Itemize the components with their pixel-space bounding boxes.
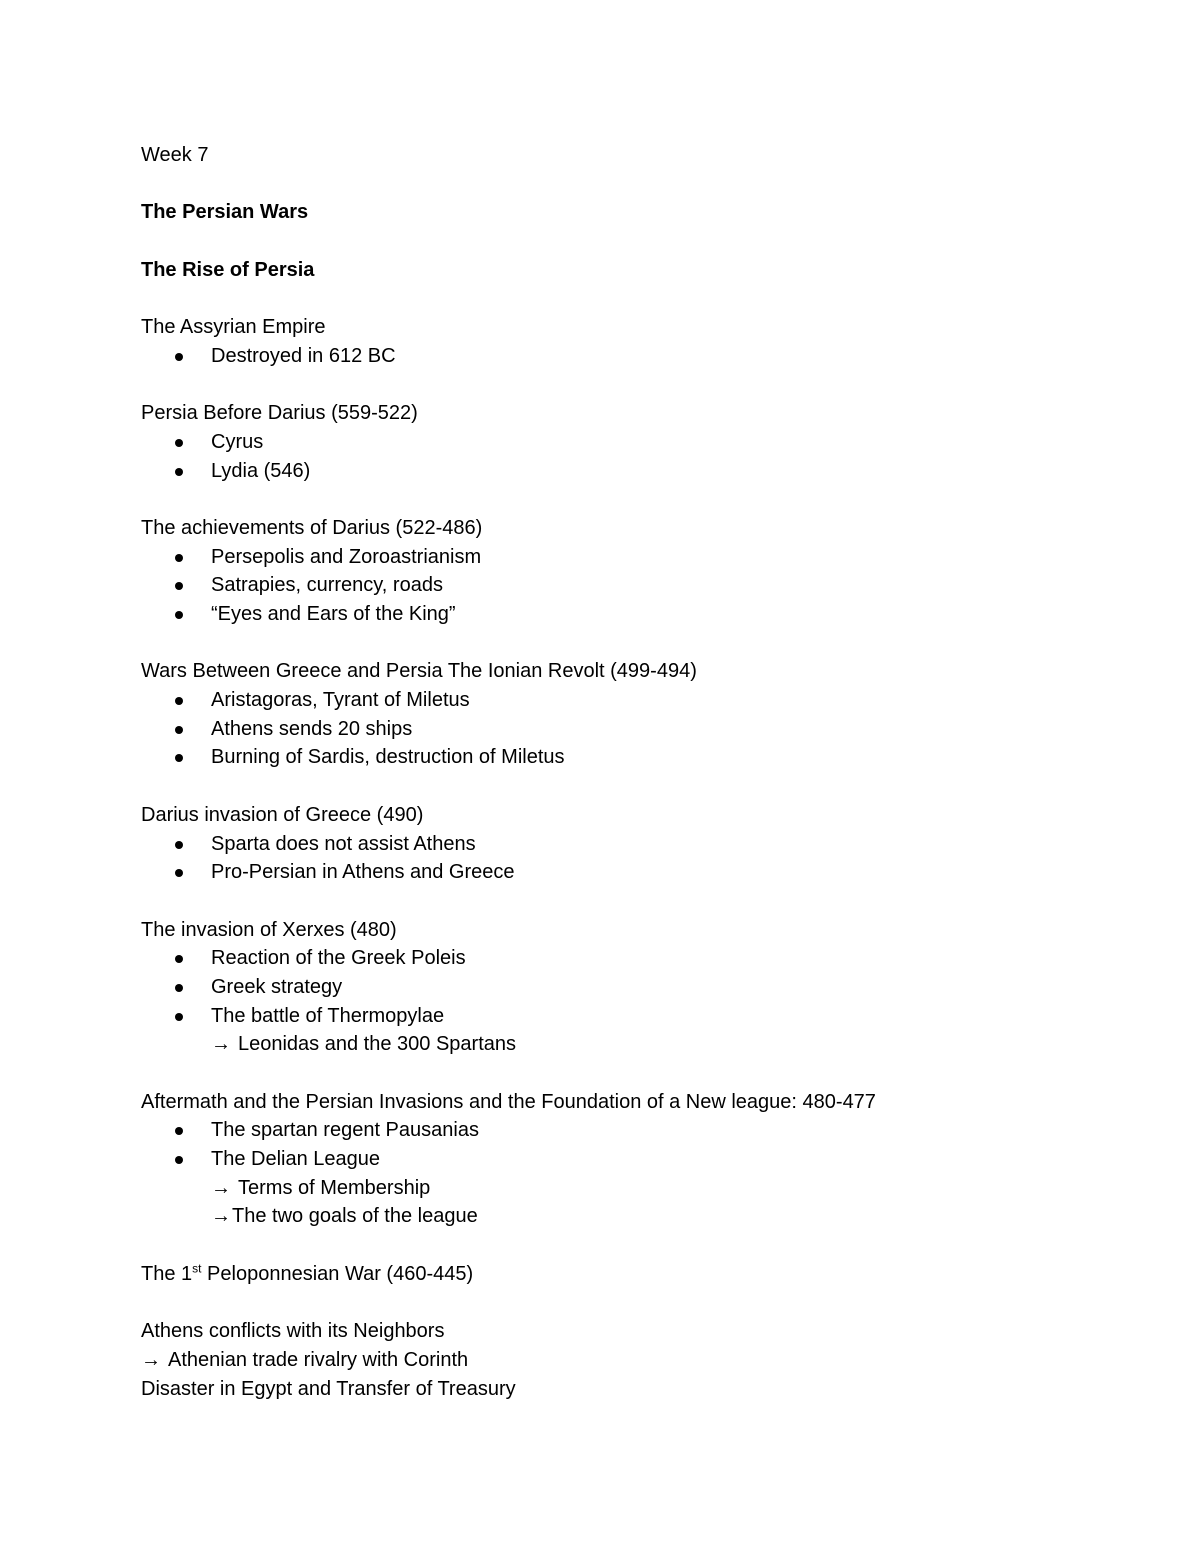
arrow-right-icon: → xyxy=(211,1033,231,1056)
bullet-icon xyxy=(175,754,183,762)
section-heading: Persia Before Darius (559-522) xyxy=(141,402,418,425)
document-content xyxy=(141,141,1101,1403)
bullet-item: Pro-Persian in Athens and Greece xyxy=(141,858,1101,887)
section-heading: The Assyrian Empire xyxy=(141,316,326,339)
section-heading: The invasion of Xerxes (480) xyxy=(141,918,397,941)
plain-line: Disaster in Egypt and Transfer of Treasury xyxy=(141,1377,516,1400)
bullet-item: Persepolis and Zoroastrianism xyxy=(141,543,1101,572)
bullet-icon xyxy=(175,1156,183,1164)
bullet-icon xyxy=(175,984,183,992)
bullet-item: Lydia (546) xyxy=(141,457,1101,486)
arrow-item: → Terms of Membership xyxy=(141,1174,1101,1203)
bullet-icon xyxy=(175,582,183,590)
bullet-icon xyxy=(175,697,183,705)
section-heading: Aftermath and the Persian Invasions and the Foundation of a New league: 480-477 xyxy=(141,1090,876,1113)
arrow-right-icon: → xyxy=(211,1176,231,1199)
bullet-icon xyxy=(175,1127,183,1135)
week-label: Week 7 xyxy=(141,144,209,166)
bullet-icon xyxy=(175,353,183,361)
bullet-item: Greek strategy xyxy=(141,973,1101,1002)
bullet-item: Burning of Sardis, destruction of Miletus xyxy=(141,743,1101,772)
bullet-item: Aristagoras, Tyrant of Miletus xyxy=(141,686,1101,715)
bullet-icon xyxy=(175,468,183,476)
bullet-item: Athens sends 20 ships xyxy=(141,715,1101,744)
bullet-item: “Eyes and Ears of the King” xyxy=(141,600,1101,629)
bullet-item: The Delian League xyxy=(141,1145,1101,1174)
section-heading: Darius invasion of Greece (490) xyxy=(141,803,424,826)
bullet-icon xyxy=(175,869,183,877)
arrow-item: → Athenian trade rivalry with Corinth xyxy=(141,1346,1101,1375)
arrow-item: → Leonidas and the 300 Spartans xyxy=(141,1030,1101,1059)
bullet-item: The battle of Thermopylae xyxy=(141,1002,1101,1031)
section-heading: Wars Between Greece and Persia The Ionian Revolt (499-494) xyxy=(141,660,697,683)
bullet-icon xyxy=(175,554,183,562)
arrow-right-icon: → xyxy=(211,1205,231,1228)
section-heading: The achievements of Darius (522-486) xyxy=(141,516,483,539)
bullet-icon xyxy=(175,955,183,963)
arrow-right-icon: → xyxy=(141,1348,161,1371)
bullet-icon xyxy=(175,439,183,447)
section-heading: Athens conflicts with its Neighbors xyxy=(141,1320,445,1343)
bullet-item: Destroyed in 612 BC xyxy=(141,342,1101,371)
bullet-item: Sparta does not assist Athens xyxy=(141,830,1101,859)
document-subtitle: The Rise of Persia xyxy=(141,258,315,281)
bullet-item: Reaction of the Greek Poleis xyxy=(141,944,1101,973)
bullet-item: The spartan regent Pausanias xyxy=(141,1116,1101,1145)
bullet-icon xyxy=(175,1013,183,1021)
bullet-item: Cyrus xyxy=(141,428,1101,457)
document-title: The Persian Wars xyxy=(141,201,309,224)
bullet-item: Satrapies, currency, roads xyxy=(141,571,1101,600)
bullet-icon xyxy=(175,726,183,734)
section-heading: The 1st Peloponnesian War (460-445) xyxy=(141,1261,474,1285)
arrow-item: →The two goals of the league xyxy=(141,1202,1101,1231)
bullet-icon xyxy=(175,841,183,849)
bullet-icon xyxy=(175,611,183,619)
